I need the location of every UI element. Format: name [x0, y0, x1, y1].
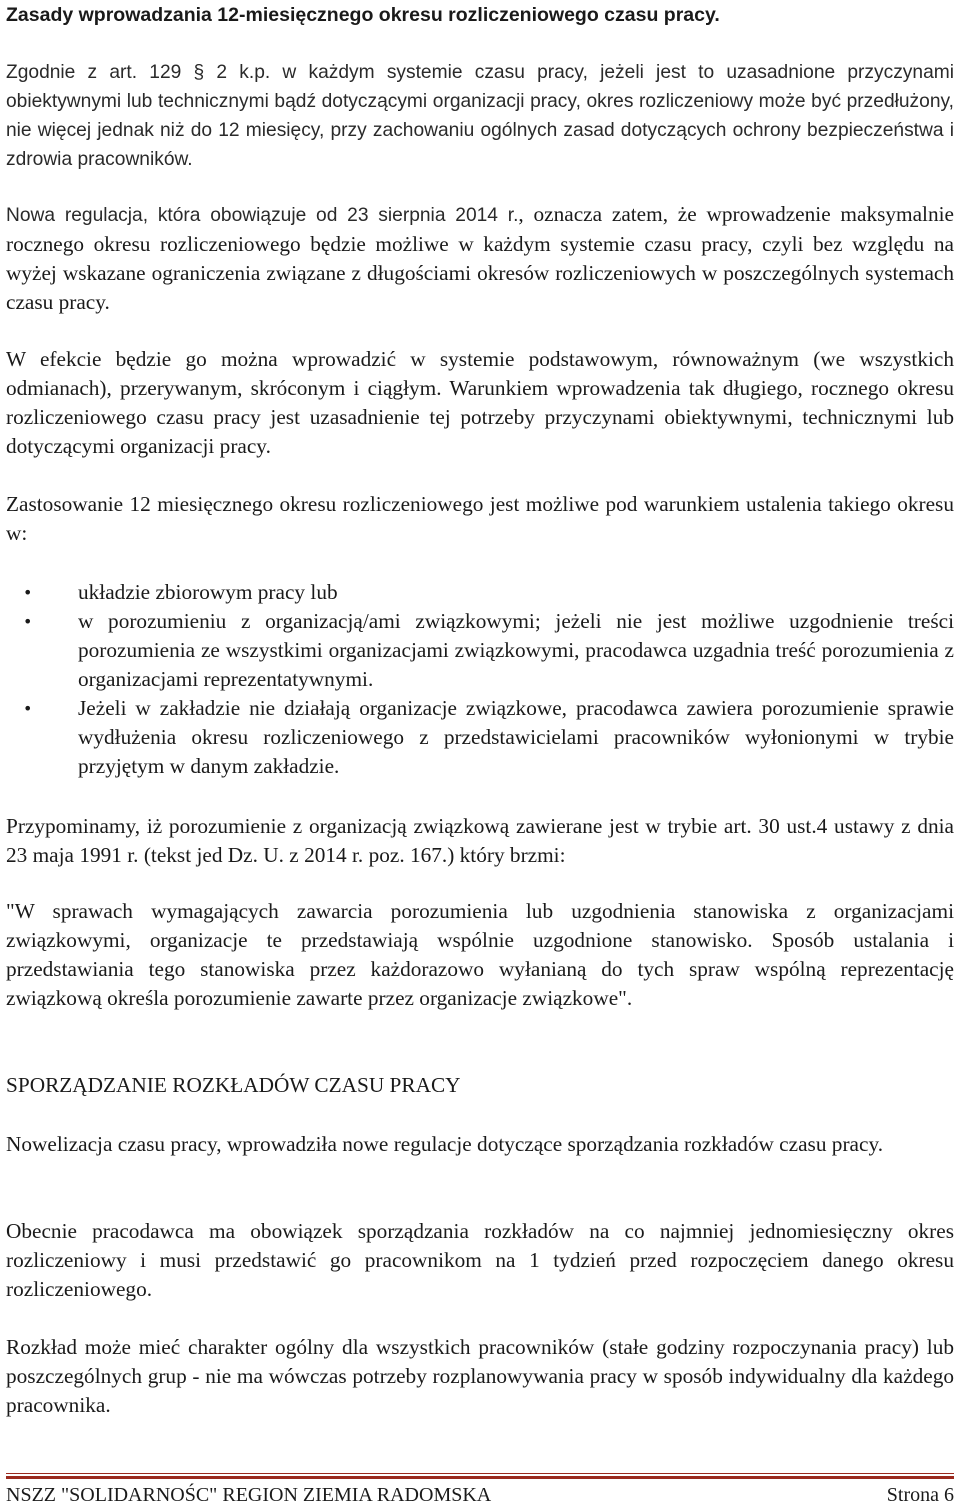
section-heading: SPORZĄDZANIE ROZKŁADÓW CZASU PRACY — [6, 1073, 461, 1097]
footer-divider-thick — [6, 1476, 954, 1479]
paragraph-w-efekcie: W efekcie będzie go można wprowadzić w systemie podstawowym, równoważnym (we wszystkich odmianach), przerywanym, skróconym i ciągłym. Warunkiem wprowadzenia tak długiego, rocznego okresu rozliczeniowego czasu pracy jest uzasadnienie tej potrzeby przyczynami obiektywnymi, technicznymi lub dotyczącymi organizacji pracy. — [6, 347, 954, 458]
paragraph-nowa-regulacja — [6, 200, 954, 317]
list-item-text: Jeżeli w zakładzie nie działają organizacje związkowe, pracodawca zawiera porozumienie sprawie wydłużenia okresu rozliczeniowego z przedstawicielami pracowników wyłonionymi w trybie przyjętym w danym zakładzie. — [78, 696, 954, 778]
paragraph-quote: "W sprawach wymagających zawarcia porozumienia lub uzgodnienia stanowiska z organizacjami związkowymi, organizacje te przedstawiają wspólnie uzgodnione stanowisko. Sposób ustalania i przedstawiania tego stanowiska przez każdorazowo wyłanianą do tych spraw wspólną reprezentację związkową określa porozumienie zawarte przez organizacje związkowe". — [6, 899, 954, 1010]
footer-organization: NSZZ "SOLIDARNOŚC" REGION ZIEMIA RADOMSKA — [6, 1484, 492, 1506]
footer-divider — [6, 1473, 954, 1474]
conditions-list — [6, 578, 954, 781]
list-item — [6, 694, 954, 781]
paragraph-nowa-regulacja-lead: Nowa regulacja, która obowiązuje od 23 sierpnia 2014 r. — [6, 205, 519, 226]
bullet-icon: • — [23, 612, 33, 631]
list-item — [6, 578, 954, 607]
bullet-icon: • — [23, 583, 33, 602]
list-item — [6, 607, 954, 694]
paragraph-rozklad: Rozkład może mieć charakter ogólny dla wszystkich pracowników (stałe godziny rozpoczynania pracy) lub poszczególnych grup - nie ma wówczas potrzeby rozplanowywania pracy w sposób indywidualny dla każdego pracownika. — [6, 1335, 954, 1417]
list-item-text: w porozumieniu z organizacją/ami związkowymi; jeżeli nie jest możliwe uzgodnienie treści porozumienia ze wszystkimi organizacjami związkowymi, pracodawca uzgadnia treść porozumienia z organizacjami reprezentatywnymi. — [78, 609, 954, 691]
paragraph-przypominamy: Przypominamy, iż porozumienie z organizacją związkową zawierane jest w trybie art. 30 ust.4 ustawy z dnia 23 maja 1991 r. (tekst jed Dz. U. z 2014 r. poz. 167.) który brzmi: — [6, 814, 954, 867]
list-item-text: układzie zbiorowym pracy lub — [78, 580, 338, 604]
footer-page-number: Strona 6 — [886, 1484, 954, 1506]
paragraph-art-129: Zgodnie z art. 129 § 2 k.p. w każdym systemie czasu pracy, jeżeli jest to uzasadnione przyczynami obiektywnymi lub technicznymi bądź dotyczącymi organizacji pracy, okres rozliczeniowy może być przedłużony, nie więcej jednak niż do 12 miesięcy, przy zachowaniu ogólnych zasad dotyczących ochrony bezpieczeństwa i zdrowia pracowników. — [6, 62, 954, 170]
bullet-icon: • — [23, 699, 33, 718]
paragraph-nowelizacja: Nowelizacja czasu pracy, wprowadziła nowe regulacje dotyczące sporządzania rozkładów czasu pracy. — [6, 1132, 884, 1156]
paragraph-nowa-regulacja-rest: , oznacza zatem, że wprowadzenie maksymalnie rocznego okresu rozliczeniowego będzie możliwe w każdym systemie czasu pracy, czyli bez względu na wyżej wskazane ograniczenia związane z długościami okresów rozliczeniowych w poszczególnych systemach czasu pracy. — [6, 202, 954, 314]
paragraph-obecnie: Obecnie pracodawca ma obowiązek sporządzania rozkładów na co najmniej jednomiesięczny okres rozliczeniowy i musi przedstawić go pracownikom na 1 tydzień przed rozpoczęciem danego okresu rozliczeniowego. — [6, 1219, 954, 1301]
paragraph-zastosowanie: Zastosowanie 12 miesięcznego okresu rozliczeniowego jest możliwe pod warunkiem ustalenia takiego okresu w: — [6, 492, 954, 545]
document-title: Zasady wprowadzania 12-miesięcznego okresu rozliczeniowego czasu pracy. — [6, 4, 720, 26]
page-footer — [6, 1484, 954, 1506]
